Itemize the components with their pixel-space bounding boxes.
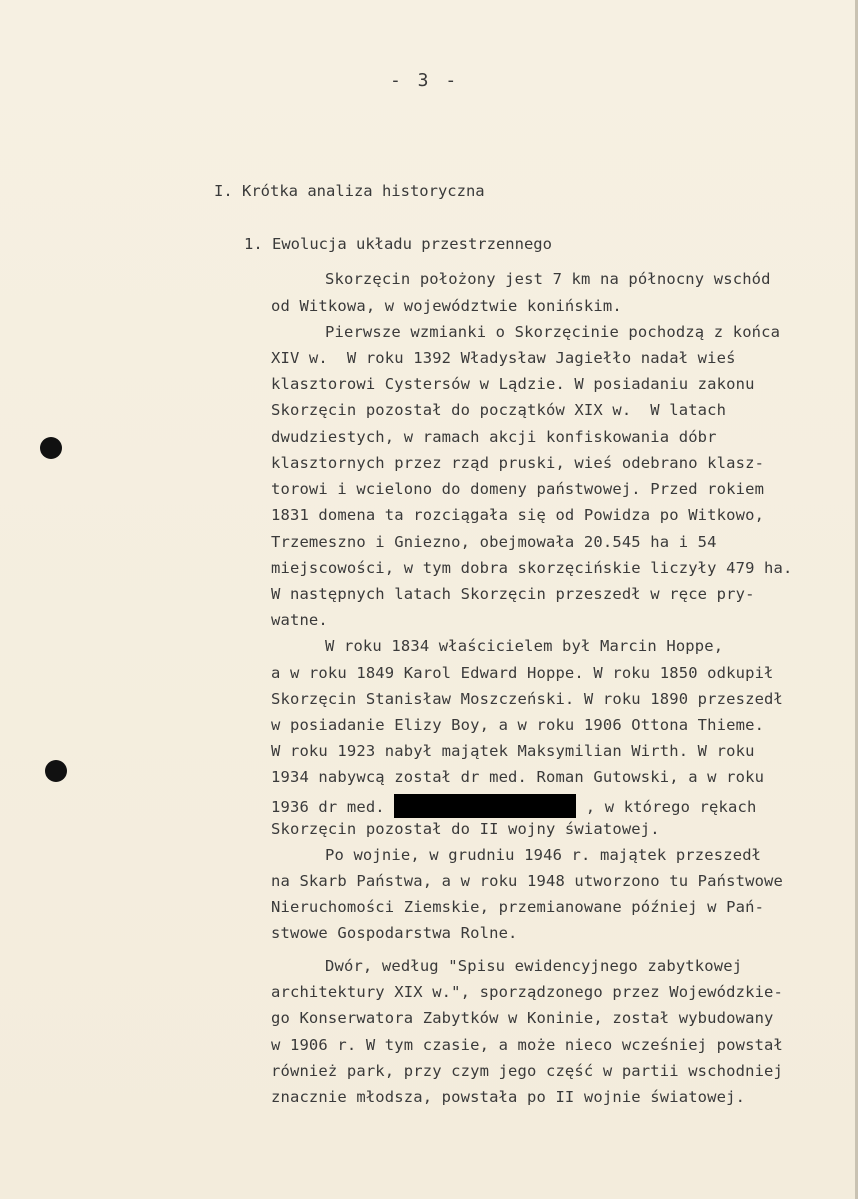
subsection-title: 1. Ewolucja układu przestrzennego <box>244 235 552 253</box>
text-line: klasztornych przez rząd pruski, wieś odebrano klasz- <box>271 454 765 472</box>
punch-hole <box>40 437 62 459</box>
text-line: 1831 domena ta rozciągała się od Powidza po Witkowo, <box>271 506 765 524</box>
text-line: watne. <box>271 611 328 629</box>
text-line: Skorzęcin pozostał do II wojny światowej. <box>271 820 660 838</box>
text-line: stwowe Gospodarstwa Rolne. <box>271 924 518 942</box>
text-line: w posiadanie Elizy Boy, a w roku 1906 Ottona Thieme. <box>271 716 765 734</box>
text-line: dwudziestych, w ramach akcji konfiskowania dóbr <box>271 428 717 446</box>
text-line: go Konserwatora Zabytków w Koninie, został wybudowany <box>271 1009 774 1027</box>
text-line: architektury XIX w.", sporządzonego przez Wojewódzkie- <box>271 983 784 1001</box>
text-line: od Witkowa, w województwie konińskim. <box>271 297 622 315</box>
page-number: - 3 - <box>390 70 460 91</box>
text-line: Skorzęcin pozostał do początków XIX w. W latach <box>271 401 727 419</box>
text-line: Trzemeszno i Gniezno, obejmowała 20.545 ha i 54 <box>271 533 717 551</box>
text-line: 1934 nabywcą został dr med. Roman Gutowski, a w roku <box>271 768 765 786</box>
punch-hole <box>45 760 67 782</box>
text-line: Skorzęcin położony jest 7 km na północny wschód <box>325 270 771 288</box>
text-segment: , w którego rękach <box>585 798 757 816</box>
text-line: miejscowości, w tym dobra skorzęcińskie liczyły 479 ha. <box>271 559 793 577</box>
text-segment: 1936 dr med. <box>271 798 385 816</box>
redaction-bar <box>394 794 576 818</box>
text-line: W roku 1834 właścicielem był Marcin Hoppe, <box>325 637 724 655</box>
text-line: torowi i wcielono do domeny państwowej. Przed rokiem <box>271 480 765 498</box>
text-line: XIV w. W roku 1392 Władysław Jagiełło nadał wieś <box>271 349 736 367</box>
text-line: W roku 1923 nabył majątek Maksymilian Wirth. W roku <box>271 742 755 760</box>
text-line: Pierwsze wzmianki o Skorzęcinie pochodzą z końca <box>325 323 781 341</box>
section-title: I. Krótka analiza historyczna <box>214 182 485 200</box>
text-line: znacznie młodsza, powstała po II wojnie światowej. <box>271 1088 746 1106</box>
text-line: W następnych latach Skorzęcin przeszedł w ręce pry- <box>271 585 755 603</box>
text-line: a w roku 1849 Karol Edward Hoppe. W roku 1850 odkupił <box>271 664 774 682</box>
text-line: Po wojnie, w grudniu 1946 r. majątek przeszedł <box>325 846 762 864</box>
text-line: klasztorowi Cystersów w Lądzie. W posiadaniu zakonu <box>271 375 755 393</box>
text-line: również park, przy czym jego część w partii wschodniej <box>271 1062 784 1080</box>
text-line: Skorzęcin Stanisław Moszczeński. W roku 1890 przeszedł <box>271 690 784 708</box>
text-line-redacted <box>271 794 756 818</box>
text-line: Nieruchomości Ziemskie, przemianowane później w Pań- <box>271 898 765 916</box>
text-line: na Skarb Państwa, a w roku 1948 utworzono tu Państwowe <box>271 872 784 890</box>
text-line: Dwór, według "Spisu ewidencyjnego zabytkowej <box>325 957 743 975</box>
text-line: w 1906 r. W tym czasie, a może nieco wcześniej powstał <box>271 1036 784 1054</box>
